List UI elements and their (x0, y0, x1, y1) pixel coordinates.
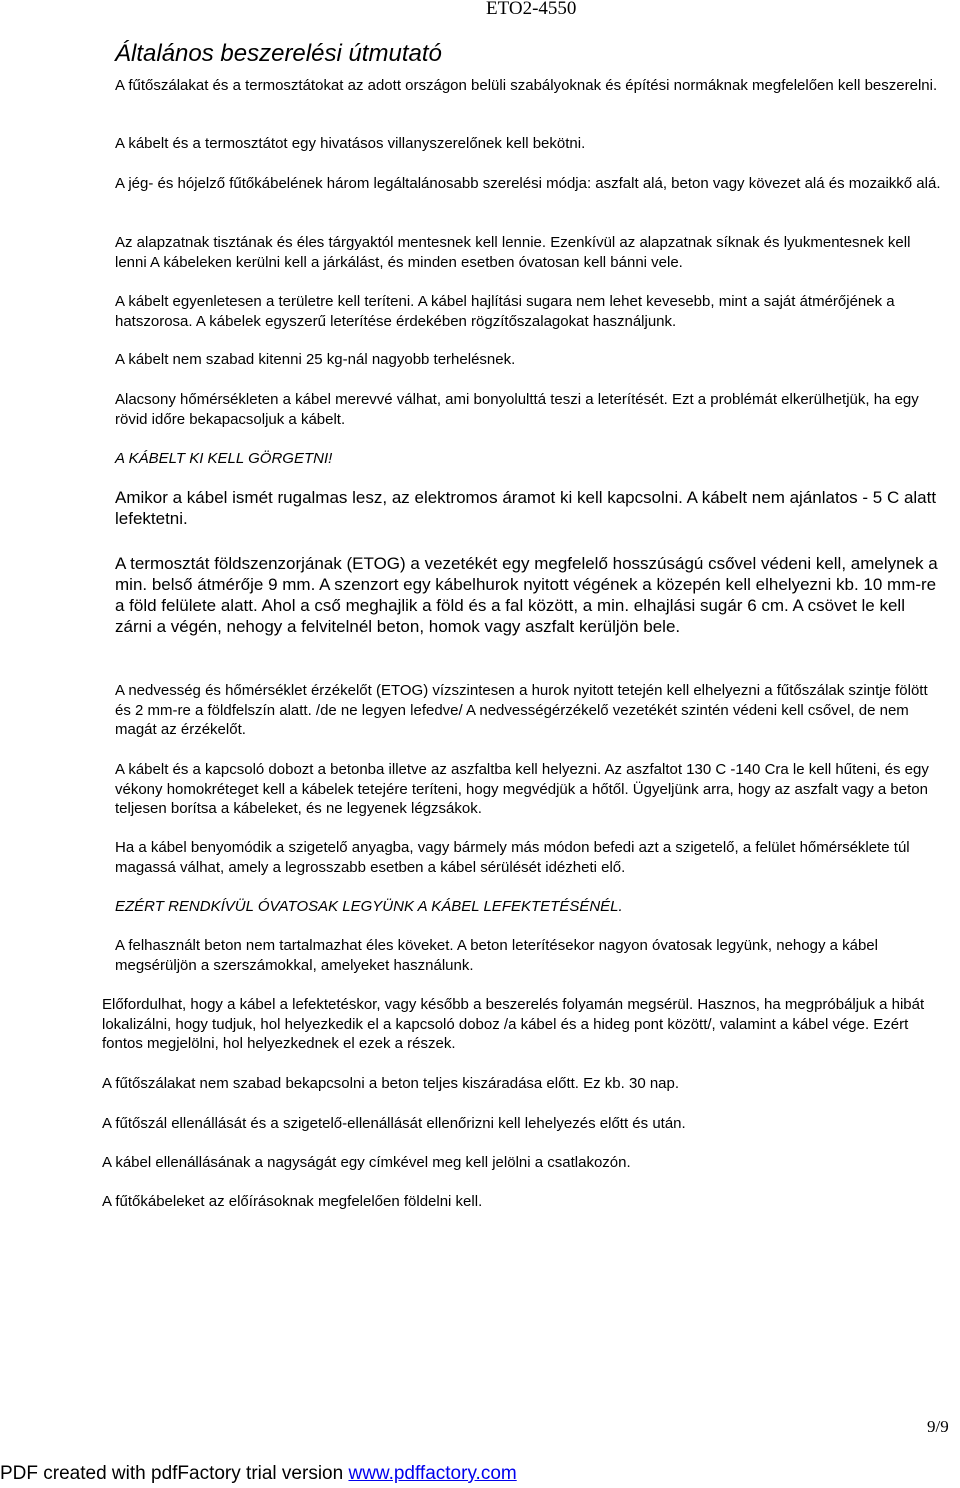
paragraph-installation-rules: A fűtőszálakat és a termosztátokat az adott országon belüli szabályoknak és építési normáknak megfelelően kell beszerelni. (115, 77, 938, 94)
pdf-footer (0, 1463, 517, 1485)
page-number: 9/9 (927, 1417, 949, 1436)
paragraph-load-limit: A kábelt nem szabad kitenni 25 kg-nál nagyobb terhelésnek. (115, 351, 516, 368)
paragraph-concrete: A felhasznált beton nem tartalmazhat éles köveket. A beton leterítésekor nagyon óvatosak legyünk, nehogy a kábel megsérüljön a szerszámokkal, amelyeket használunk. (115, 937, 878, 974)
paragraph-installation-methods: A jég- és hójelző fűtőkábelének három legáltalánosabb szerelési módja: aszfalt alá, beton vagy kövezet alá és mozaikkő alá. (115, 175, 941, 192)
pdffactory-link[interactable]: www.pdffactory.com (348, 1463, 517, 1484)
document-code: ETO2-4550 (486, 0, 577, 19)
page-title: Általános beszerelési útmutató (115, 40, 442, 67)
paragraph-ground-sensor: A termosztát földszenzorjának (ETOG) a vezetékét egy megfelelő hosszúságú csővel védeni kell, amelynek a min. belső átmérője 9 mm. A szenzort egy kábelhurok nyitott végének a közepén kell elhelyezni kb. 10 mm-re a föld felülete alatt. Ahol a cső meghajlik a föld és a fal között, a min. elhajlási sugár 6 cm. A csövet le kell zárni a végén, nehogy a felvitelnél beton, homok vagy aszfalt kerüljön bele. (115, 554, 938, 636)
paragraph-resistance-check: A fűtőszál ellenállását és a szigetelő-ellenállását ellenőrizni kell lehelyezés előtt és után. (102, 1115, 686, 1132)
paragraph-caution-warning: EZÉRT RENDKÍVÜL ÓVATOSAK LEGYÜNK A KÁBEL LEFEKTETÉSÉNÉL. (115, 898, 623, 915)
paragraph-moisture-sensor: A nedvesség és hőmérséklet érzékelőt (ETOG) vízszintesen a hurok nyitott tetején kell elhelyezni a fűtőszálak szintje fölött és 2 mm-re a földfelszín alatt. /de ne legyen lefedve/ A nedvességérzékelő vezetékét szintén védeni kell csővel, de nem magát az érzékelőt. (115, 682, 928, 738)
paragraph-base-requirements: Az alapzatnak tisztának és éles tárgyaktól mentesnek kell lennie. Ezenkívül az alapzatnak síknak és lyukmentesnek kell lenni A kábeleken kerülni kell a járkálást, és minden esetben óvatosan kell bánni vele. (115, 234, 911, 271)
paragraph-resistance-label: A kábel ellenállásának a nagyságát egy címkével meg kell jelölni a csatlakozón. (102, 1154, 631, 1171)
footer-text: PDF created with pdfFactory trial version (0, 1463, 349, 1484)
paragraph-grounding: A fűtőkábeleket az előírásoknak megfelelően földelni kell. (102, 1193, 483, 1210)
paragraph-damage-localization: Előfordulhat, hogy a kábel a lefektetéskor, vagy később a beszerelés folyamán megsérül. Hasznos, ha megpróbáljuk a hibát lokalizálni, hogy tudjuk, hol helyezkedik el a kapcsoló doboz /a kábel és a hideg pont között/, valamint a kábel vége. Ezért fontos megjelölni, hol helyezkednek el ezek a részek. (102, 996, 925, 1052)
paragraph-roll-out-warning: A KÁBELT KI KELL GÖRGETNI! (115, 450, 333, 467)
paragraph-electrician: A kábelt és a termosztátot egy hivatásos villanyszerelőnek kell bekötni. (115, 135, 586, 152)
paragraph-cable-spreading: A kábelt egyenletesen a területre kell teríteni. A kábel hajlítási sugara nem lehet kevesebb, mint a saját átmérőjének a hatszorosa. A kábelek egyszerű leterítése érdekében rögzítőszalagokat használjunk. (115, 293, 895, 330)
paragraph-asphalt: A kábelt és a kapcsoló dobozt a betonba illetve az aszfaltba kell helyezni. Az aszfaltot 130 C -140 Cra le kell hűteni, és egy vékony homokréteget kell a kábelek tetejére teríteni, hogy megvédjük a hőtől. Ügyeljünk arra, hogy az aszfalt vagy a beton teljesen borítsa a kábeleket, és ne legyenek légzsákok. (115, 761, 929, 817)
paragraph-power-off: Amikor a kábel ismét rugalmas lesz, az elektromos áramot ki kell kapcsolni. A kábelt nem ajánlatos - 5 C alatt lefektetni. (115, 488, 937, 528)
paragraph-drying-time: A fűtőszálakat nem szabad bekapcsolni a beton teljes kiszáradása előtt. Ez kb. 30 nap. (102, 1075, 680, 1092)
paragraph-insulation: Ha a kábel benyomódik a szigetelő anyagba, vagy bármely más módon befedi azt a szigetelő, a felület hőmérséklete túl magassá válhat, amely a legrosszabb esetben a kábel sérülését idézheti elő. (115, 839, 910, 876)
paragraph-low-temperature: Alacsony hőmérsékleten a kábel merevvé válhat, ami bonyolulttá teszi a leterítését. Ezt a problémát elkerülhetjük, ha egy rövid időre bekapacsoljuk a kábelt. (115, 391, 919, 428)
